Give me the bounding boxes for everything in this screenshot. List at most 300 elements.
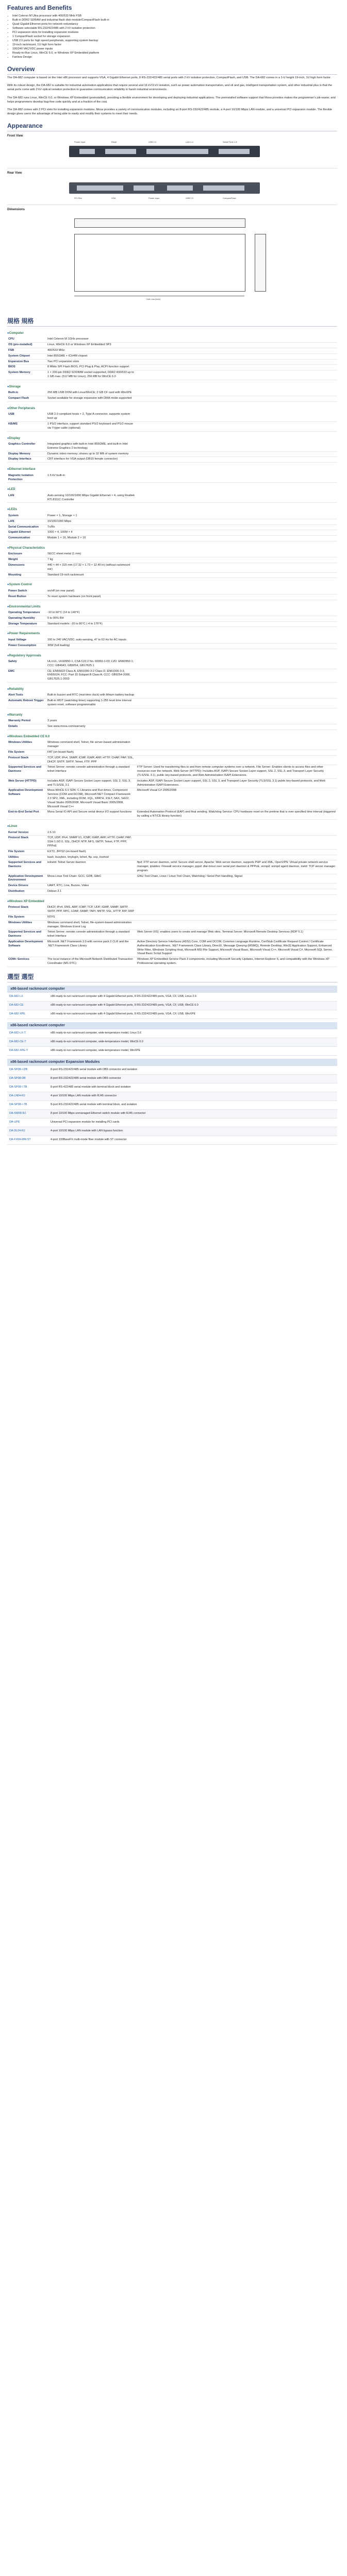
features-title: Features and Benefits (7, 4, 72, 11)
spec-note (136, 451, 337, 457)
spec-row (7, 750, 337, 756)
spec-key: Application Development Environment (7, 874, 46, 884)
spec-group-title: ● Ethernet Interface (7, 468, 337, 472)
spec-row (7, 724, 337, 730)
page (7, 4, 337, 1145)
spec-group-title: ● Storage (7, 385, 337, 389)
spec-key: Alert Tools (7, 693, 46, 698)
callout-label: Reset (111, 140, 117, 143)
spec-key: Application Development Software (7, 939, 46, 957)
spec-group-title: ● System Control (7, 583, 337, 587)
spec-value: DHCP, IPv4, DNS, ARP, ICMP, TCP, UDP, IGMP, SNMP, SMTP, SNTP, PPP, RPC, LDAP, SNMP, TAPI, NNTP, SSL, HTTP, RIP, DRP (46, 905, 136, 914)
spec-row (7, 788, 337, 810)
spec-value: 2.6.10 (46, 831, 136, 836)
overview-title: Overview (7, 65, 337, 75)
ordering-row (7, 993, 337, 1002)
spec-note (136, 473, 337, 483)
spec-value: 3 years (46, 719, 136, 724)
spec-value: See www.moxa.com/warranty (46, 724, 136, 730)
model-description: 8-port RS-232/422/485 serial module with DB9 connector (48, 1074, 337, 1083)
model-description: Universal PCI expansion module for installing PCI cards (48, 1118, 337, 1127)
model-link[interactable]: DA-682-CE-T (7, 1038, 48, 1046)
model-link[interactable]: DA-682-XPE-T (7, 1046, 48, 1055)
spec-value: NTFS (46, 914, 136, 920)
spec-group-title: ● Regulatory Approvals (7, 654, 337, 658)
spec-group-title: ● Physical Characteristics (7, 547, 337, 551)
spec-key: File System (7, 849, 46, 855)
spec-value: EXT2, JFFS2 (on-board flash) (46, 849, 136, 855)
spec-row (7, 524, 337, 530)
dimensions-drawing (7, 213, 337, 311)
model-description: x86 ready-to-run rackmount computer, wide-temperature model, Linux 2.6 (48, 1029, 337, 1038)
model-link[interactable]: DA-FX04-MM-ST (7, 1136, 48, 1144)
spec-value: CRT interface for VGA output (DB15 female connector) (46, 457, 136, 463)
spec-note (136, 359, 337, 365)
spec-value: Standard models: -20 to 80°C (-4 to 176°F) (46, 621, 136, 627)
spec-note (136, 552, 337, 557)
spec-group-title: ● Windows XP Embedded (7, 900, 337, 904)
ordering-row (7, 1109, 337, 1118)
spec-value: Socket available for storage expansion with DMA mode supported (46, 396, 136, 402)
spec-row (7, 473, 337, 483)
spec-value: Dynamic video memory; shares up to 32 MB of system memory (46, 451, 136, 457)
spec-note (136, 750, 337, 756)
spec-value: Microsoft .NET Framework 2.0 with service pack 2 CLR and the .NET Framework Class Library (46, 939, 136, 957)
spec-key: Operating Humidity (7, 616, 46, 621)
spec-row (7, 412, 337, 421)
spec-key: Details (7, 724, 46, 730)
spec-key: Supported Services and Daemons (7, 860, 46, 874)
spec-row (7, 451, 337, 457)
spec-note: FTP Server: Used for transferring files to and from remote computer systems over a network. File Server: Enables clients to access files and other resources over the network. Web Server (HTTPD): Includes ASP, ISAPI Secure Socket Layer support, SSL 2, SSL 3, and Transport Layer Security (TLS/SSL 3.1), public key-based protocols, and Web Administration ISAPI Extensions. (136, 765, 337, 778)
spec-note (136, 457, 337, 463)
spec-key: OS (pre-installed) (7, 343, 46, 348)
spec-value: Telnet Server: remote console administration through a standard telnet interface (46, 765, 136, 778)
spec-note (136, 755, 337, 765)
spec-key: Storage Temperature (7, 621, 46, 627)
spec-note (136, 365, 337, 370)
ordering-row (7, 1083, 337, 1092)
spec-value: 7 kg (46, 557, 136, 563)
ordering-title: 選型 選型 (7, 973, 337, 982)
ordering-row (7, 1074, 337, 1083)
spec-group-title: ● LEDs (7, 508, 337, 512)
spec-key: System (7, 514, 46, 519)
spec-row (7, 693, 337, 698)
feature-item: • 100/240 VAC/VDC power inputs (12, 47, 337, 51)
spec-row (7, 719, 337, 724)
spec-note (136, 337, 337, 342)
spec-group-title: ● Environmental Limits (7, 605, 337, 609)
spec-note (136, 621, 337, 627)
spec-value: The local instance of the Microsoft Network Distributed Transaction Coordinator (MS DTC) (46, 957, 136, 967)
specs-body (7, 332, 337, 967)
feature-item: • Ready-to-Run Linux, WinCE 6.0, or Windows XP Embedded platform (12, 51, 337, 55)
ordering-bar: x86-based rackmount computer Expansion Modules (7, 1059, 337, 1066)
spec-note: GNU Tool Chain, Linux / Linux Tool Chain, Watchdog / Serial Port Handling, Signal (136, 874, 337, 884)
spec-row (7, 957, 337, 967)
ordering-table (7, 1029, 337, 1056)
spec-note (136, 659, 337, 669)
model-link[interactable]: DA-SP08-I-TB (7, 1083, 48, 1092)
spec-note (136, 370, 337, 380)
ordering-table (7, 1066, 337, 1145)
model-link[interactable]: DA-SP38-I-TB (7, 1100, 48, 1109)
spec-row (7, 514, 337, 519)
spec-key: Weight (7, 557, 46, 563)
feature-item: • Software selectable RS-232/422/485 with 2 kV isolation protection (12, 26, 337, 30)
spec-key: COM+ Services (7, 957, 46, 967)
spec-row (7, 348, 337, 354)
spec-table (7, 638, 337, 649)
front-view-image (7, 140, 337, 168)
spec-table (7, 831, 337, 895)
spec-key: Power Switch (7, 589, 46, 594)
spec-table (7, 494, 337, 503)
spec-key: Protocol Stack (7, 836, 46, 849)
spec-key: Power Consumption (7, 643, 46, 649)
spec-note (136, 740, 337, 750)
spec-group-title: ● Reliability (7, 688, 337, 692)
spec-note: Microsoft Visual C# 2005/2008 (136, 788, 337, 810)
ordering-row (7, 1038, 337, 1046)
spec-row (7, 643, 337, 649)
spec-value: Debian 3.1 (46, 889, 136, 895)
spec-note (136, 343, 337, 348)
model-description: x86 ready-to-run rackmount computer with 4 Gigabit Ethernet ports, 8 RS-232/422/485 ports, VGA, CF, USB, WinCE 6.0 (48, 1001, 337, 1010)
specs-title: 規格 規格 (7, 317, 337, 327)
spec-key: Display Memory (7, 451, 46, 457)
spec-key: File System (7, 914, 46, 920)
spec-key: Application Development Software (7, 788, 46, 810)
spec-row (7, 391, 337, 396)
spec-key: Warranty Period (7, 719, 46, 724)
spec-key: Windows Utilities (7, 740, 46, 750)
spec-value: on/off (on rear panel) (46, 589, 136, 594)
spec-row (7, 889, 337, 895)
spec-row (7, 920, 337, 930)
spec-value: Moxa Linux Tool Chain: GCC, GDB, GlibC (46, 874, 136, 884)
spec-note (136, 643, 337, 649)
spec-key: Expansion Bus (7, 359, 46, 365)
spec-table (7, 905, 337, 967)
spec-value: UL/cUL, UL60950-1, CSA C22.2 No. 60950-1-03; LVD: EN60950-1; CCC: GB4943, GB9254, GB17625.1 (46, 659, 136, 669)
spec-row (7, 669, 337, 682)
spec-note (136, 396, 337, 402)
spec-value: Linux, WinCE 6.0 or Windows XP Embedded SP3 (46, 343, 136, 348)
spec-note (136, 353, 337, 359)
spec-value: Built-in buzzer and RTC (real-time clock) with lithium battery backup (46, 693, 136, 698)
spec-row (7, 939, 337, 957)
spec-row (7, 370, 337, 380)
spec-value: 30W (full loading) (46, 643, 136, 649)
model-link[interactable]: DA-UPE (7, 1118, 48, 1127)
spec-value: UART, RTC, Line, Buzzer, Video (46, 884, 136, 889)
spec-note (136, 589, 337, 594)
spec-row (7, 855, 337, 860)
rear-view-label: Rear View (7, 171, 22, 175)
spec-key: System Memory (7, 370, 46, 380)
spec-row (7, 557, 337, 563)
spec-note (136, 616, 337, 621)
spec-row (7, 699, 337, 708)
spec-row (7, 765, 337, 778)
spec-key: Protocol Stack (7, 755, 46, 765)
spec-key: Graphics Controller (7, 442, 46, 451)
spec-note (136, 914, 337, 920)
spec-key: Supported Services and Daemons (7, 765, 46, 778)
callout-label: USB 2.0 (186, 197, 193, 200)
spec-row (7, 638, 337, 643)
feature-item: • Intel Celeron M Ultra processor with 400/533 MHz FSB (12, 14, 337, 18)
spec-value: 1 PS/2 interface, support standard PS/2 keyboard and PS/2 mouse via Y-type cable (optional) (46, 421, 136, 431)
spec-note: Includes ASP, ISAPI Secure Socket Layer support, SSL 2, SSL 3, and Transport Layer Security (TLS/SSL 3.1) public key-based protocols, and Web Administration ISAPI Extensions. (136, 778, 337, 788)
model-description: x86 ready-to-run rackmount computer with 4 Gigabit Ethernet ports, 8 RS-232/422/485 ports, VGA, CF, USB, Linux 2.6 (48, 993, 337, 1002)
ordering-row (7, 1092, 337, 1100)
spec-row (7, 755, 337, 765)
spec-note (136, 412, 337, 421)
ordering-row (7, 1066, 337, 1075)
spec-value: Module 1 × 16, Module 2 × 16 (46, 536, 136, 541)
callout-label: USB 2.0 (148, 140, 156, 143)
spec-row (7, 659, 337, 669)
spec-row (7, 343, 337, 348)
spec-group-title: ● Power Requirements (7, 632, 337, 636)
spec-note (136, 514, 337, 519)
ordering-row (7, 1010, 337, 1019)
feature-item: • PCI expansion slots for installing expansion modules (12, 30, 337, 35)
spec-row (7, 552, 337, 557)
spec-value: TCP, UDP, IPv4, SNMP, ICMP, IGMP, ARP, HTTP, CHAP, PAP, SSL, DHCP, SNTP, SMTP, Telnet, FTP, PPP (46, 755, 136, 765)
overview-body (7, 76, 337, 116)
spec-key: Distribution (7, 889, 46, 895)
spec-value: Intel 855GME + ICH4M chipset (46, 353, 136, 359)
callout-label: VGA (111, 197, 116, 200)
spec-key: Safety (7, 659, 46, 669)
spec-table (7, 337, 337, 380)
spec-note (136, 594, 337, 600)
model-link[interactable]: DA-682-XPE (7, 1010, 48, 1019)
spec-row (7, 494, 337, 503)
spec-value: Windows command shell, Telnet, file server-based administration manager (46, 740, 136, 750)
spec-row (7, 589, 337, 594)
model-link[interactable]: DA-682-LX-T (7, 1029, 48, 1038)
spec-note: Web Server (IIS): enables users to create and manage Web sites, Terminal Server: Microsoft Remote Desktop Services (RDP 5.1) (136, 930, 337, 940)
spec-key: Gigabit Ethernet (7, 530, 46, 536)
model-description: x86 ready-to-run rackmount computer, wide-temperature model, WinXPE (48, 1046, 337, 1055)
overview-paragraph: With its robust design, the DA-682 is suitable for industrial automation applications that require several and 16 kV/3 kV isolation, such as power automation transportation, and oil and gas, intelligent transportation system, and other industrial plus is that the serial ports come with 2 kV optical isolation protection to guarantee communication reliability in harsh industrial environments. (7, 84, 332, 92)
spec-key: Communication (7, 536, 46, 541)
spec-table (7, 693, 337, 708)
spec-note (136, 536, 337, 541)
spec-note (136, 638, 337, 643)
model-link[interactable]: DA-SP08-DB (7, 1074, 48, 1083)
spec-key: Built-in (7, 391, 46, 396)
callout-label: Serial Ports 1-8 (223, 140, 237, 143)
dim-note: Unit: mm (inch) (146, 297, 161, 300)
spec-key: Utilities (7, 855, 46, 860)
spec-note (136, 699, 337, 708)
model-description: 4-port 100BaseFX multi-mode fiber module with ST connector (48, 1136, 337, 1144)
spec-note (136, 611, 337, 616)
spec-note (136, 849, 337, 855)
spec-value: FAT (on-board flash) (46, 750, 136, 756)
spec-value: Telnet Server: remote console administration through a standard telnet interface (46, 930, 136, 940)
spec-note (136, 724, 337, 730)
spec-value: 100 to 240 VAC/VDC; auto-sensing, 47 to 63 Hz for AC inputs (46, 638, 136, 643)
spec-row (7, 831, 337, 836)
spec-row (7, 536, 337, 541)
spec-row (7, 905, 337, 914)
spec-value: 1.5 kV built-in (46, 473, 136, 483)
spec-table (7, 740, 337, 820)
spec-note (136, 421, 337, 431)
spec-value: Auto-sensing 10/100/1000 Mbps Gigabit Ethernet × 4, using Realtek RTL8111C Controller (46, 494, 136, 503)
spec-note (136, 855, 337, 860)
spec-key: LAN (7, 494, 46, 503)
spec-table (7, 611, 337, 627)
spec-key: CPU (7, 337, 46, 342)
feature-item: • USB 2.0 ports for high speed peripherals, supporting system backup (12, 39, 337, 43)
spec-group-title: ● LED (7, 488, 337, 492)
callout-label: CompactFlash (223, 197, 236, 200)
spec-value: 256 MB USB DOM with Linux/WinCE; 2 GB CF card with WinXPE (46, 391, 136, 396)
spec-value: Power × 1, Storage × 1 (46, 514, 136, 519)
spec-group-title: ● Display (7, 437, 337, 441)
spec-row (7, 860, 337, 874)
model-link[interactable]: DA-SP08-I-DB (7, 1066, 48, 1075)
spec-note (136, 391, 337, 396)
spec-key: Dimensions (7, 563, 46, 573)
ordering-row (7, 1001, 337, 1010)
feature-item: • Quad Gigabit Ethernet ports for network redundancy (12, 22, 337, 26)
feature-item: • 1 CompactFlash socket for storage expansion (12, 35, 337, 39)
spec-key: Device Drivers (7, 884, 46, 889)
spec-key: Serial Communication (7, 524, 46, 530)
feature-item: • Built-in DDR2 SDRAM and industrial flash disk module/CompactFlash built-in (12, 18, 337, 22)
spec-value: 5 to 95% RH (46, 616, 136, 621)
spec-group-title: ● Linux (7, 825, 337, 829)
callout-label: Power Input (148, 197, 160, 200)
spec-key: Enclosure (7, 552, 46, 557)
model-link[interactable]: DA-682-CE (7, 1001, 48, 1010)
model-description: x86 ready-to-run rackmount computer, wide-temperature model, WinCE 6.0 (48, 1038, 337, 1046)
spec-value: Built-in WDT (watchdog timer) supporting 1-255 level time interval system reset, software programmable (46, 699, 136, 708)
spec-note: Windows XP Embedded Service Pack 3 components, including Microsoft Security Updates, Internet Explorer 6, and compatibility with the Windows XP Professional operating system. (136, 957, 337, 967)
spec-row (7, 621, 337, 627)
spec-group-title: ● Warranty (7, 714, 337, 718)
spec-row (7, 778, 337, 788)
spec-value: telnetd: Telnet Server daemon (46, 860, 136, 874)
spec-row (7, 457, 337, 463)
spec-note (136, 530, 337, 536)
spec-value: 1000 × 4, 100M × 4 (46, 530, 136, 536)
spec-value: CE: EN55022 Class A, EN61000-3-2 Class D, EN61000-3-3, EN55024; FCC: Part 15 Subpart B Class A; CCC: GB9254-2008, GB17625.1-2003 (46, 669, 136, 682)
spec-row (7, 396, 337, 402)
spec-value: 10/100/1000 Mbps (46, 519, 136, 524)
spec-row (7, 884, 337, 889)
model-link[interactable]: DA-LN04-RJ (7, 1092, 48, 1100)
spec-row (7, 594, 337, 600)
ordering-row (7, 1100, 337, 1109)
appearance-title: Appearance (7, 122, 337, 131)
spec-key: LAN (7, 519, 46, 524)
model-link[interactable]: DA-682-LX (7, 993, 48, 1002)
model-link[interactable]: DA-DL04-RJ (7, 1127, 48, 1136)
ordering-bar: x86-based rackmount computer (7, 986, 337, 993)
spec-value: 400/533 MHz (46, 348, 136, 354)
spec-note (136, 905, 337, 914)
overview-paragraph: The DA-682 runs Linux, WinCE 6.0, or Windows XP Embedded (preinstalled), providing a flexible environment for developing and deploying industrial applications. The preinstalled software support that Moxa provides makes the programmer's job easier, and helps programmers develop bug-free code quickly and at a fraction of the cost. (7, 96, 336, 104)
spec-value: 1 × 200-pin DDR2 SODIMM socket supported, DDR2 400/533 up to 1 GB max. (512 MB for Linux), 256 MB for WinCE 6.0 (46, 370, 136, 380)
spec-value: SECC sheet metal (1 mm) (46, 552, 136, 557)
model-description: x86 ready-to-run rackmount computer with 4 Gigabit Ethernet ports, 8 RS-232/422/485 ports, VGA, CF, USB, WinXPE (48, 1010, 337, 1019)
spec-key: Magnetic Isolation Protection (7, 473, 46, 483)
feature-item: • Fanless Design (12, 55, 337, 59)
spec-note (136, 557, 337, 563)
ordering-bar: x86-based rackmount computer (7, 1022, 337, 1029)
spec-group-title: ● Other Peripherals (7, 407, 337, 411)
spec-note (136, 669, 337, 682)
spec-value: Intel Celeron M 1GHz processor (46, 337, 136, 342)
spec-row (7, 616, 337, 621)
spec-note (136, 719, 337, 724)
model-link[interactable]: DA-SW08-RJ (7, 1109, 48, 1118)
spec-value: To reset system hardware (on front panel) (46, 594, 136, 600)
spec-note (136, 889, 337, 895)
spec-row (7, 421, 337, 431)
overview-paragraph: The DA-682 computer is based on the Intel x86 processor and supports VGA, 4 Gigabit Ethernet ports, 8 RS-232/422/485 serial ports with 2 kV isolation protection, CompactFlash, and USB. The DA-682 comes in a 1-U height 19-inch, 1U high form factor. (7, 76, 332, 79)
spec-row (7, 530, 337, 536)
spec-table (7, 719, 337, 730)
spec-key: Kernel Version (7, 831, 46, 836)
spec-note (136, 831, 337, 836)
model-description: 8-port RS-232/422/485 serial module with terminal block, and isolation (48, 1100, 337, 1109)
spec-key: Compact Flash (7, 396, 46, 402)
spec-row (7, 611, 337, 616)
spec-row (7, 563, 337, 573)
callout-label: PCI Slot (74, 197, 82, 200)
spec-value: Windows command shell, Telnet, file-system-based administration manager, Windows Event Log (46, 920, 136, 930)
spec-value: bash, busybox, tinylogin, telnet, ftp, scp, insmod (46, 855, 136, 860)
model-description: 4-port 10/100 Mbps LAN module with LAN bypass function (48, 1127, 337, 1136)
spec-key: File System (7, 750, 46, 756)
spec-table (7, 412, 337, 431)
overview-paragraph: The DA-682 comes with 2 PCI slots for installing expansion modules. Moxa provides a variety of communication modules, including an 8-port RS-232/422/485 module, a 4-port 10/100 Mbps LAN module, and a universal PCI expansion module. The flexible design gives users the advantage of being able to easily and modify their systems to meet their needs. (7, 108, 333, 116)
features-list (7, 14, 337, 59)
spec-note (136, 693, 337, 698)
model-description: 8-port RS-422/485 serial module with terminal block and isolation (48, 1083, 337, 1092)
ordering-body (7, 986, 337, 1145)
spec-key: Windows Utilities (7, 920, 46, 930)
spec-note (136, 442, 337, 451)
spec-row (7, 874, 337, 884)
spec-note (136, 836, 337, 849)
spec-value: 440 × 44 × 315 mm (17.32 × 1.73 × 12.40 in) (without rackmount ear) (46, 563, 136, 573)
spec-note: Extended Automation Protocol (EAP) and final sending. Watchdog Service: CPU hardware reset on the pretime that is over specified time interval (triggered by calling a NT/CE library function) (136, 810, 337, 820)
spec-key: EMC (7, 669, 46, 682)
ordering-row (7, 1118, 337, 1127)
spec-value: -10 to 60°C (14 to 140°F) (46, 611, 136, 616)
spec-row (7, 442, 337, 451)
spec-table (7, 589, 337, 600)
feature-item: • 19-inch rackmount, 1U high form factor (12, 43, 337, 47)
spec-table (7, 473, 337, 483)
spec-value: Moxa Serial IO API and Secure serial device I/O support functions (46, 810, 136, 820)
callout-label: LAN 1-4 (186, 140, 193, 143)
spec-table (7, 391, 337, 402)
ordering-row (7, 1127, 337, 1136)
